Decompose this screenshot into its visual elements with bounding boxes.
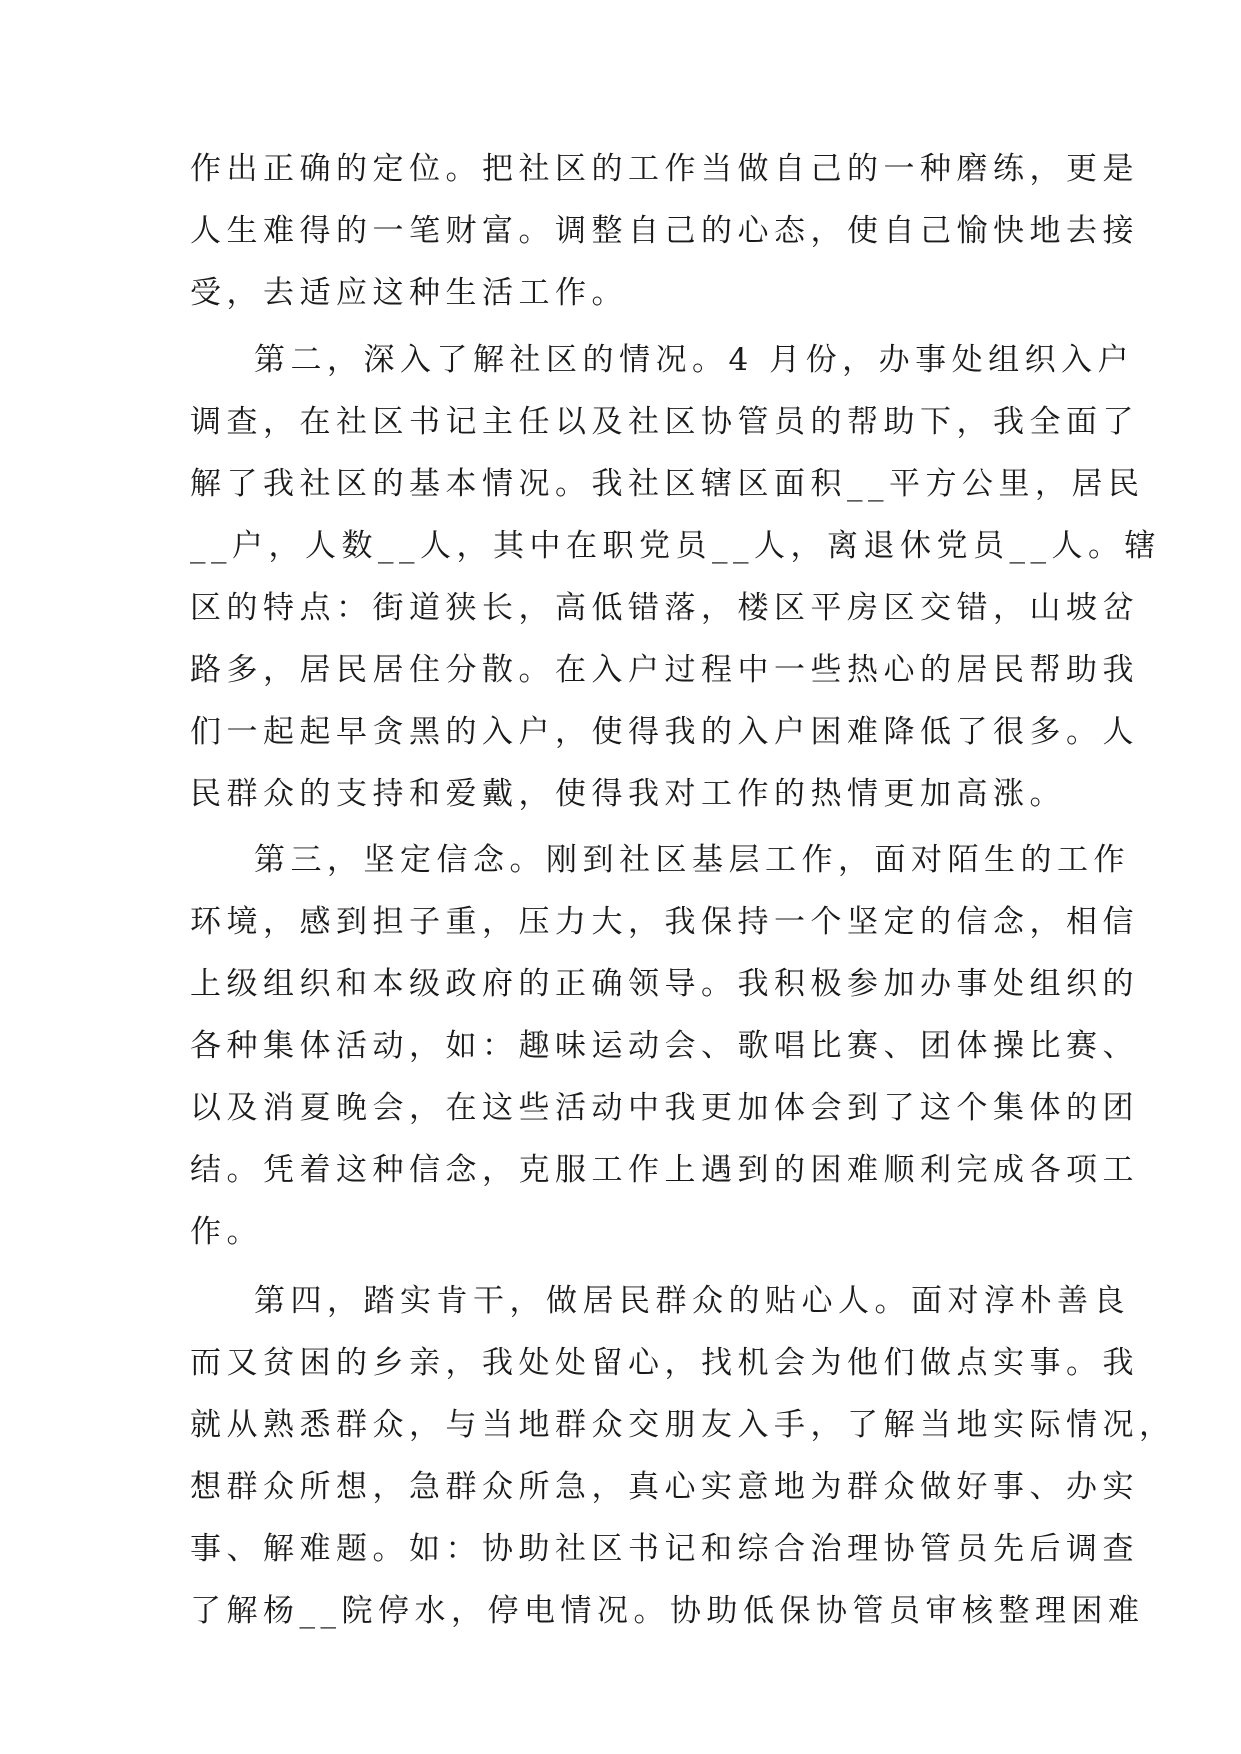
text-line: 受，去适应这种生活工作。 [190,275,628,311]
text-line: 就从熟悉群众，与当地群众交朋友入手，了解当地实际情况， [190,1407,1176,1443]
text-line: 事、解难题。如：协助社区书记和综合治理协管员先后调查 [190,1531,1139,1567]
paragraph-start-line: 第二，深入了解社区的情况。4 月份，办事处组织入户 [254,342,1135,378]
text-line: 解了我社区的基本情况。我社区辖区面积__平方公里，居民 [190,466,1145,502]
text-line: 结。凭着这种信念，克服工作上遇到的困难顺利完成各项工 [190,1152,1139,1188]
text-line: 调查，在社区书记主任以及社区协管员的帮助下，我全面了 [190,404,1139,440]
paragraph-start-line: 第四，踏实肯干，做居民群众的贴心人。面对淳朴善良 [254,1283,1130,1319]
text-line: 了解杨__院停水，停电情况。协助低保协管员审核整理困难 [190,1593,1145,1629]
text-line: 区的特点：街道狭长，高低错落，楼区平房区交错，山坡岔 [190,590,1139,626]
text-line: 人生难得的一笔财富。调整自己的心态，使自己愉快地去接 [190,213,1139,249]
text-line: __户，人数__人，其中在职党员__人，离退休党员__人。辖 [190,528,1161,564]
text-line: 作。 [190,1214,263,1250]
text-line: 想群众所想，急群众所急，真心实意地为群众做好事、办实 [190,1469,1139,1505]
text-line: 环境，感到担子重，压力大，我保持一个坚定的信念，相信 [190,904,1139,940]
paragraph-start-line: 第三，坚定信念。刚到社区基层工作，面对陌生的工作 [254,842,1130,878]
text-line: 路多，居民居住分散。在入户过程中一些热心的居民帮助我 [190,652,1139,688]
text-line: 们一起起早贪黑的入户，使得我的入户困难降低了很多。人 [190,714,1139,750]
text-line: 作出正确的定位。把社区的工作当做自己的一种磨练，更是 [190,151,1139,187]
text-line: 以及消夏晚会，在这些活动中我更加体会到了这个集体的团 [190,1090,1139,1126]
text-line: 而又贫困的乡亲，我处处留心，找机会为他们做点实事。我 [190,1345,1139,1381]
text-line: 各种集体活动，如：趣味运动会、歌唱比赛、团体操比赛、 [190,1028,1139,1064]
text-line: 民群众的支持和爱戴，使得我对工作的热情更加高涨。 [190,776,1066,812]
text-line: 上级组织和本级政府的正确领导。我积极参加办事处组织的 [190,966,1139,1002]
